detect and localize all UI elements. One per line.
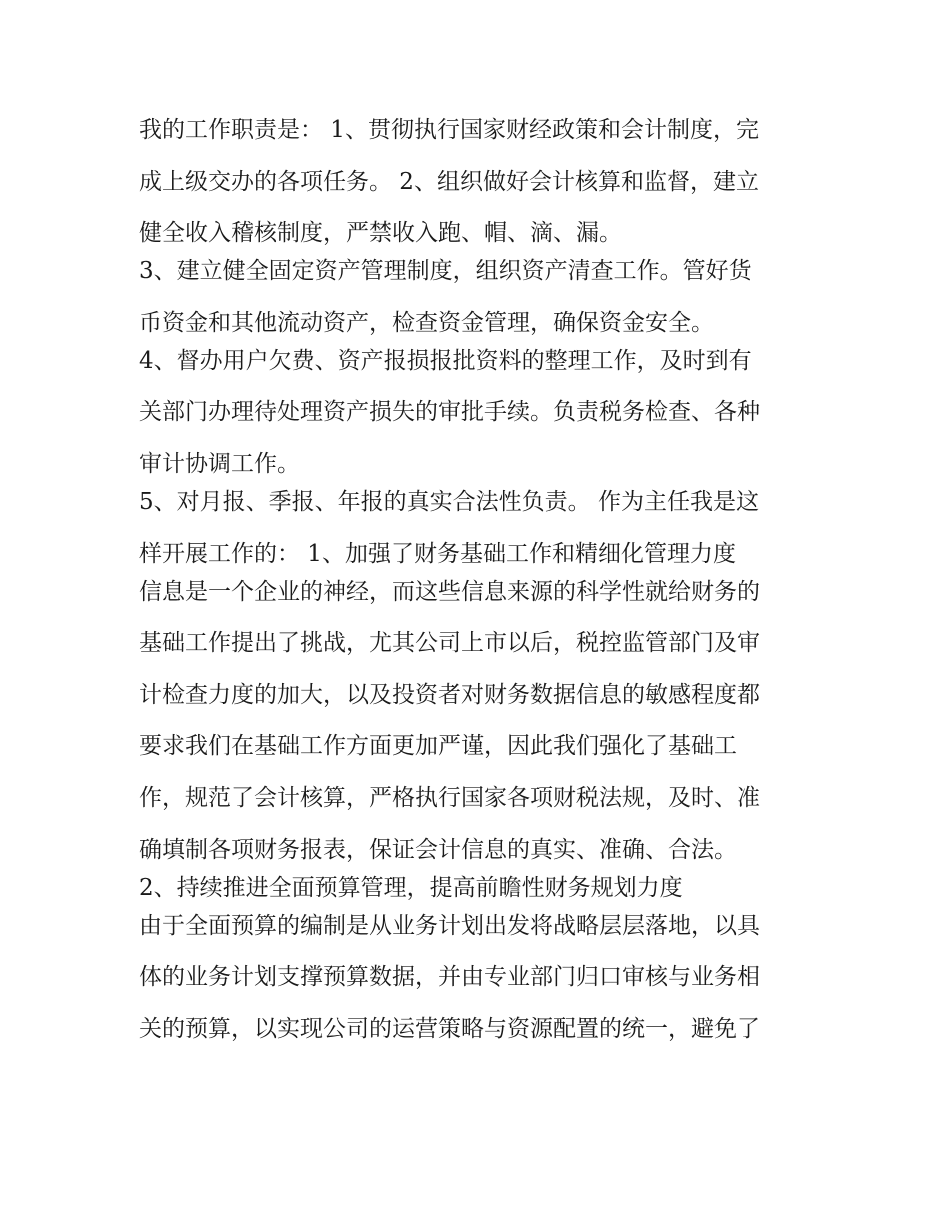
document-body-text [139,111,819,1048]
text-line: 关部门办理待处理资产损失的审批手续。负责税务检查、各种 [139,399,760,426]
text-line: 审计协调工作。 [139,450,300,477]
text-line: 作，规范了会计核算，严格执行国家各项财税法规，及时、准 [139,784,760,811]
text-line: 2、持续推进全面预算管理，提高前瞻性财务规划力度 [139,874,683,901]
text-line: 币资金和其他流动资产，检查资金管理，确保资金安全。 [139,309,714,336]
text-line: 由于全面预算的编制是从业务计划出发将战略层层落地，以具 [139,912,760,939]
text-line: 健全收入稽核制度，严禁收入跑、帽、滴、漏。 [139,220,622,247]
text-line: 确填制各项财务报表，保证会计信息的真实、准确、合法。 [139,836,737,863]
text-line: 体的业务计划支撑预算数据，并由专业部门归口审核与业务相 [139,964,760,991]
text-line: 要求我们在基础工作方面更加严谨，因此我们强化了基础工 [139,733,737,760]
text-line: 关的预算，以实现公司的运营策略与资源配置的统一，避免了 [139,1015,760,1042]
text-line: 4、督办用户欠费、资产报损报批资料的整理工作，及时到有 [139,347,752,374]
text-line: 计检查力度的加大，以及投资者对财务数据信息的敏感程度都 [139,681,760,708]
text-line: 5、对月报、季报、年报的真实合法性负责。 作为主任我是这 [139,488,759,515]
text-line: 3、建立健全固定资产管理制度，组织资产清查工作。管好货 [139,258,752,285]
text-line: 成上级交办的各项任务。 2、组织做好会计核算和监督，建立 [139,168,759,195]
text-line: 样开展工作的： 1、加强了财务基础工作和精细化管理力度 [139,540,736,567]
text-line: 基础工作提出了挑战，尤其公司上市以后，税控监管部门及审 [139,630,760,657]
text-line: 信息是一个企业的神经，而这些信息来源的科学性就给财务的 [139,578,760,605]
text-line: 我的工作职责是： 1、贯彻执行国家财经政策和会计制度，完 [139,117,759,143]
